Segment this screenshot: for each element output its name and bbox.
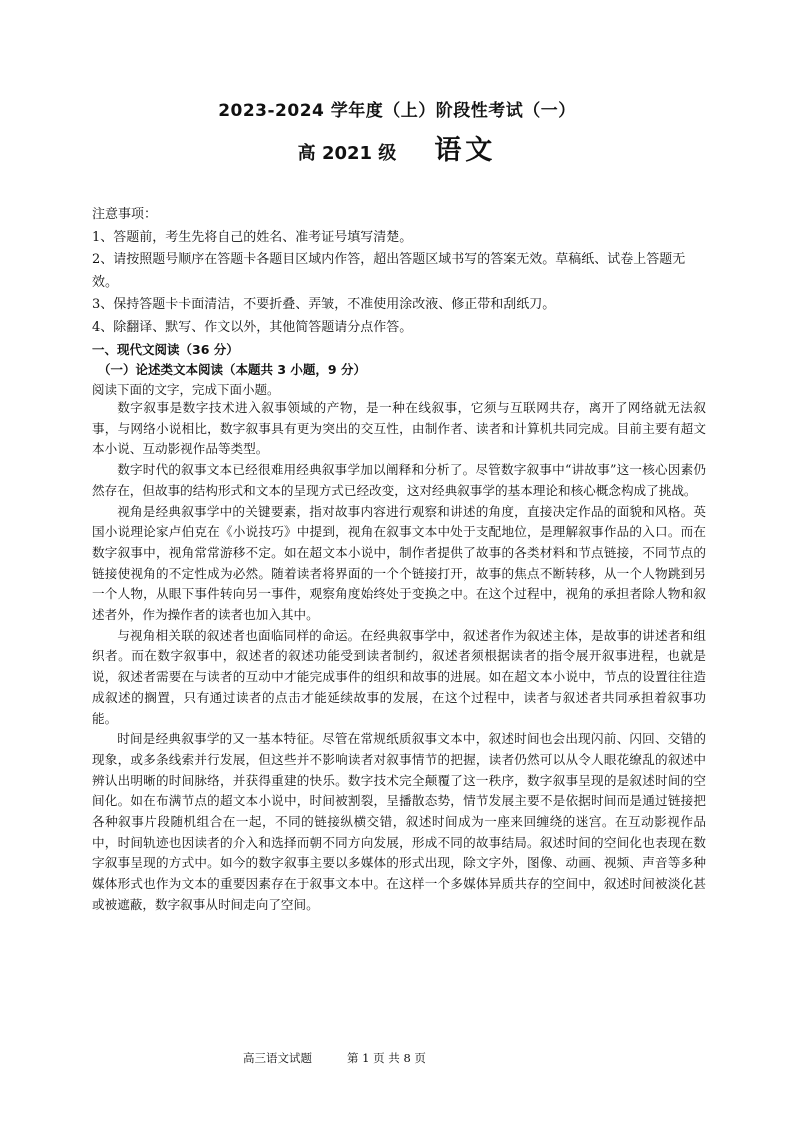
passage-paragraph: 时间是经典叙事学的又一基本特征。尽管在常规纸质叙事文本中，叙述时间也会出现闪前、闪回、交错的现象，或多条线索并行发展，但这些并不影响读者对叙事情节的把握，读者仍然可以从令人眼花缭乱的叙述中辨认出明晰的时间脉络，并获得重建的快乐。数字技术完全颠覆了这一秩序，数字叙事呈现的是叙述时间的空间化。如在布满节点的超文本小说中，时间被割裂，呈播散态势，情节发展主要不是依据时间而是通过链接把各种叙事片段随机组合在一起，不同的链接纵横交错，叙述时间成为一座来回缠绕的迷宫。在互动影视作品中，时间轨迹也因读者的介入和选择而朝不同方向发展，形成不同的故事结局。叙述时间的空间化也表现在数字叙事呈现的方式中。如今的数字叙事主要以多媒体的形式出现，除文字外，图像、动画、视频、声音等多种媒体形式也作为文本的重要因素存在于叙事文本中。在这样一个多媒体异质共存的空间中，叙述时间被淡化甚或被遮蔽，数字叙事从时间走向了空间。 xyxy=(92,731,706,912)
notice-block xyxy=(92,204,706,340)
section-subheading: （一）论述类文本阅读（本题共 3 小题，9 分） xyxy=(98,362,366,377)
exam-title: 2023-2024 学年度（上）阶段性考试（一） xyxy=(218,101,576,121)
passage-paragraph: 数字叙事是数字技术进入叙事领域的产物，是一种在线叙事，它须与互联网共存，离开了网络就无法叙事，与网络小说相比，数字叙事具有更为突出的交互性，由制作者、读者和计算机共同完成。目前主要有超文本小说、互动影视作品等类型。 xyxy=(92,400,706,457)
footer-title: 高三语文试题 xyxy=(243,1051,312,1065)
notice-item: 4、除翻译、默写、作文以外，其他简答题请分点作答。 xyxy=(92,319,413,335)
notice-item: 2、请按照题号顺序在答题卡各题目区域内作答，超出答题区域书写的答案无效。草稿纸、试卷上答题无效。 xyxy=(92,252,686,290)
notice-heading: 注意事项： xyxy=(92,207,158,222)
notice-item: 3、保持答题卡卡面清洁，不要折叠、弄皱，不准使用涂改液、修正带和刮纸刀。 xyxy=(92,297,556,313)
passage-paragraph: 与视角相关联的叙述者也面临同样的命运。在经典叙事学中，叙述者作为叙述主体，是故事的讲述者和组织者。而在数字叙事中，叙述者的叙述功能受到读者制约，叙述者须根据读者的指令展开叙事进程，也就是说，叙述者需要在与读者的互动中才能完成事件的组织和故事的进展。如在超文本小说中，节点的设置往往造成叙述的搁置，只有通过读者的点击才能延续故事的发展，在这个过程中，读者与叙述者共同承担着叙事功能。 xyxy=(92,627,706,726)
reading-passage xyxy=(92,398,706,916)
page-number: 第 1 页 共 8 页 xyxy=(347,1051,426,1065)
exam-subtitle xyxy=(0,128,794,167)
passage-paragraph: 数字时代的叙事文本已经很难用经典叙事学加以阐释和分析了。尽管数字叙事中“讲故事”这一核心因素仍然存在，但故事的结构形式和文本的呈现方式已经改变，这对经典叙事学的基本理论和核心概念构成了挑战。 xyxy=(92,462,706,498)
passage-paragraph: 视角是经典叙事学中的关键要素，指对故事内容进行观察和讲述的角度，直接决定作品的面貌和风格。英国小说理论家卢伯克在《小说技巧》中提到，视角在叙事文本中处于支配地位，是理解叙事作品的入口。而在数字叙事中，视角常常游移不定。如在超文本小说中，制作者提供了故事的各类材料和节点链接，不同节点的链接使视角的不定性成为必然。随着读者将界面的一个个链接打开，故事的焦点不断转移，从一个人物跳到另一个人物，从眼下事件转向另一事件，观察角度始终处于变换之中。在这个过程中，视角的承担者除人物和叙述者外，作为操作者的读者也加入其中。 xyxy=(92,503,706,623)
grade-label: 高 2021 级 xyxy=(297,143,397,164)
section-header xyxy=(92,340,706,400)
section-instruction: 阅读下面的文字，完成下面小题。 xyxy=(92,382,280,397)
subject-label: 语文 xyxy=(434,135,497,166)
section-heading: 一、现代文阅读（36 分） xyxy=(92,342,239,357)
notice-item: 1、答题前，考生先将自己的姓名、准考证号填写清楚。 xyxy=(92,229,413,245)
